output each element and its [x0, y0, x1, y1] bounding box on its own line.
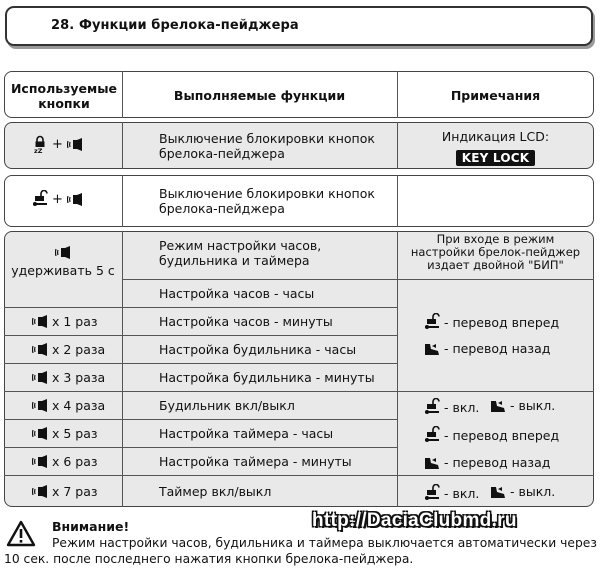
pager-button-icon	[67, 138, 83, 151]
warning-text: 10 сек. после последнего нажатия кнопки брелока-пейджера.	[4, 552, 414, 566]
hold-label: удерживать 5 с	[11, 263, 115, 278]
pager-button-icon	[67, 193, 83, 206]
button-combo	[32, 370, 105, 385]
press-count: x 6 раз	[52, 454, 98, 469]
note-text: Индикация LCD:	[441, 129, 550, 144]
button-combo	[32, 342, 105, 357]
button-combo	[32, 135, 83, 153]
function-text: Настройка будильника - часы	[159, 342, 357, 357]
note-text: При входе в режим настройки брелок-пейджер издает двойной "БИП"	[410, 232, 581, 272]
press-count: x 4 раза	[52, 398, 106, 413]
plus-sign: +	[52, 136, 63, 152]
warning-title: Внимание!	[52, 519, 130, 534]
warning-text: Режим настройки часов, будильника и таймера выключается автоматически через	[52, 536, 597, 550]
key-lock-badge: KEY LOCK	[456, 150, 536, 166]
col-header-notes: Примечания	[450, 88, 541, 103]
legend-on: - вкл.	[424, 398, 479, 416]
function-text: Настройка часов - часы	[159, 286, 315, 301]
legend-forward: - перевод вперед	[424, 426, 559, 444]
legend-on: - вкл.	[424, 484, 479, 502]
function-text: Настройка таймера - часы	[159, 426, 334, 441]
pager-button-icon	[32, 371, 48, 384]
page-title: 28. Функции брелока-пейджера	[51, 18, 299, 33]
unlock-icon	[424, 398, 440, 416]
watermark: http://DaciaClubmd.ru	[312, 510, 517, 531]
unlock-icon	[424, 484, 440, 502]
pager-button-icon	[32, 343, 48, 356]
legend-off: - выкл.	[490, 484, 555, 499]
legend-back: - перевод назад	[424, 341, 550, 356]
lock-icon	[32, 135, 48, 153]
button-combo	[32, 454, 98, 469]
function-text: Настройка будильника - минуты	[159, 370, 375, 385]
pager-button-icon	[32, 455, 48, 468]
boot-icon	[424, 456, 440, 470]
function-text: Будильник вкл/выкл	[159, 398, 295, 413]
legend-forward: - перевод вперед	[424, 313, 559, 331]
section-header	[5, 6, 593, 46]
unlock-icon	[32, 190, 48, 208]
button-combo	[32, 398, 105, 413]
button-combo	[32, 484, 98, 499]
press-count: x 5 раз	[52, 426, 98, 441]
warning-icon	[6, 520, 36, 547]
pager-icon-wrap	[4, 244, 122, 263]
function-text: Выключение блокировки кнопок брелока-пейджера	[159, 186, 375, 216]
pager-button-icon	[32, 427, 48, 440]
unlock-icon	[424, 426, 440, 444]
function-text: Настройка таймера - минуты	[159, 454, 352, 469]
boot-icon	[424, 342, 440, 356]
boot-icon	[490, 485, 506, 499]
press-count: x 3 раза	[52, 370, 106, 385]
function-text: Режим настройки часов, будильника и таймера	[159, 238, 322, 268]
pager-button-icon	[32, 399, 48, 412]
unlock-icon	[424, 313, 440, 331]
button-combo	[32, 314, 98, 329]
legend-off: - выкл.	[490, 398, 555, 413]
press-count: x 2 раза	[52, 342, 106, 357]
press-count: x 7 раз	[52, 484, 98, 499]
press-count: x 1 раз	[52, 314, 98, 329]
pager-button-icon	[32, 485, 48, 498]
pager-button-icon	[55, 246, 71, 259]
functions-table	[4, 71, 594, 511]
button-combo	[32, 190, 83, 208]
function-text: Выключение блокировки кнопок брелока-пейджера	[159, 131, 375, 161]
plus-sign: +	[52, 191, 63, 207]
pager-button-icon	[32, 315, 48, 328]
boot-icon	[490, 399, 506, 413]
col-header-buttons: Используемые кнопки	[10, 81, 118, 111]
function-text: Таймер вкл/выкл	[159, 484, 272, 499]
col-header-functions: Выполняемые функции	[173, 88, 346, 103]
button-combo	[32, 426, 98, 441]
legend-back: - перевод назад	[424, 455, 550, 470]
function-text: Настройка часов - минуты	[159, 314, 333, 329]
